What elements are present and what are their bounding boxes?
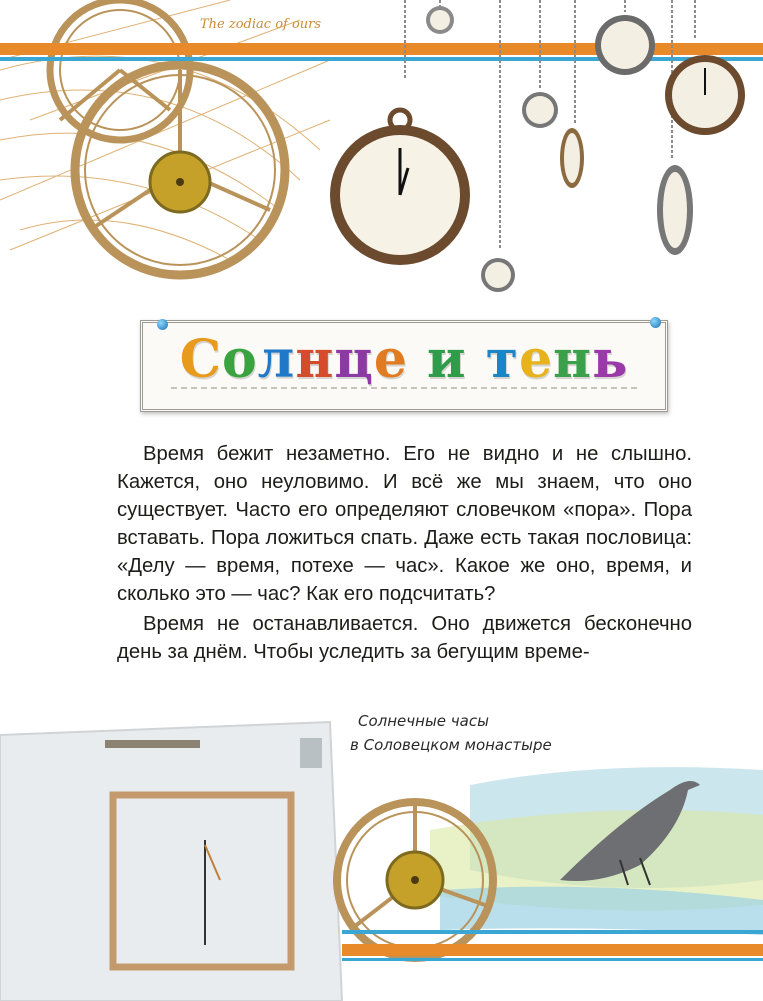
title-letter: и — [427, 329, 467, 390]
page-title — [143, 329, 665, 390]
title-letter: ь — [592, 329, 629, 390]
title-letter: е — [373, 329, 408, 390]
title-letter: л — [257, 329, 296, 390]
title-letter: о — [221, 329, 258, 390]
pin-icon — [650, 317, 661, 328]
paragraph: Время бежит незаметно. Его не видно и не слышно. Кажется, оно неуловимо. И всё же мы знаем, что оно существует. Часто его определяют словечком «пора». Пора вставать. Пора ложиться спать. Даже есть такая пословица: «Делу — время, потехе — час». Какое же оно, время, и сколько это — час? Как его подсчитать? — [117, 443, 692, 605]
title-letter — [467, 329, 486, 390]
clocks-illustration — [0, 0, 763, 310]
title-letter: н — [295, 329, 335, 390]
title-letter: ц — [334, 329, 374, 390]
title-letter: н — [553, 329, 593, 390]
article-text — [117, 440, 692, 666]
caption-line: Солнечные часы — [358, 712, 489, 730]
caption-line: в Соловецком монастыре — [350, 736, 552, 754]
title-letter: т — [485, 329, 519, 390]
photo-caption — [350, 709, 638, 757]
paragraph: Время не останавливается. Оно движется бесконечно день за днём. Чтобы уследить за бегущим време- — [117, 613, 692, 663]
title-letter: С — [179, 329, 222, 390]
zodiac-decor-text: The zodiac of ours — [200, 17, 322, 32]
title-card — [140, 320, 668, 412]
title-letter — [408, 329, 427, 390]
title-letter: е — [518, 329, 554, 390]
